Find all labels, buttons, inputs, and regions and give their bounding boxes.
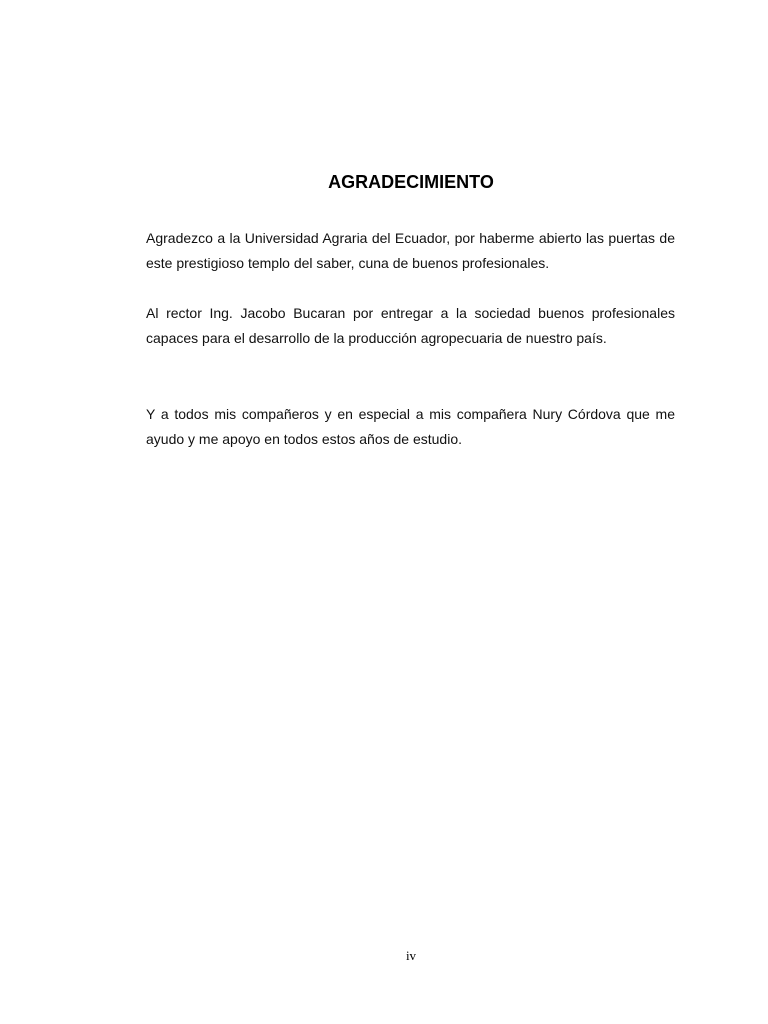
paragraph-rector: Al rector Ing. Jacobo Bucaran por entregar a la sociedad buenos profesionales capaces para el desarrollo de la producción agropecuaria de nuestro país. [146,305,675,346]
page-number: iv [405,948,417,963]
page-title: AGRADECIMIENTO [328,172,494,192]
paragraph-university: Agradezco a la Universidad Agraria del Ecuador, por haberme abierto las puertas de este prestigioso templo del saber, cuna de buenos profesionales. [146,230,675,271]
paragraph-classmates: Y a todos mis compañeros y en especial a mis compañera Nury Córdova que me ayudo y me apoyo en todos estos años de estudio. [146,406,675,447]
